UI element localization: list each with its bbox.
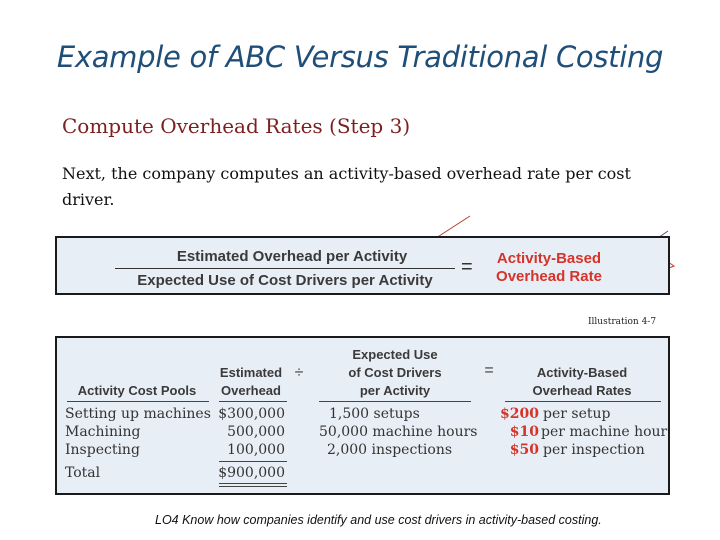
header-estimated-underline	[219, 401, 287, 402]
header-overhead-rates	[507, 364, 657, 400]
header-estimated-line2: Overhead	[221, 383, 281, 398]
formula-fraction-line	[115, 268, 455, 269]
row-drivers: 1,500 setups	[329, 406, 420, 422]
header-rates-underline	[505, 401, 661, 402]
header-expected-line3: per Activity	[359, 383, 431, 398]
section-subtitle: Compute Overhead Rates (Step 3)	[62, 114, 411, 138]
row-overhead: $300,000	[218, 406, 285, 422]
row-pool: Setting up machines	[65, 406, 211, 422]
footer-learning-objective: LO4 Know how companies identify and use cost drivers in activity-based costing.	[155, 513, 602, 527]
total-double-rule-2	[219, 486, 287, 487]
intro-paragraph: Next, the company computes an activity-based overhead rate per cost driver.	[62, 164, 631, 209]
header-pools: Activity Cost Pools	[77, 383, 197, 398]
header-estimated-line1: Estimated	[219, 365, 283, 380]
row-unit: per inspection	[543, 442, 645, 458]
row-pool: Inspecting	[65, 442, 140, 458]
total-value: $900,000	[218, 465, 285, 481]
formula-result	[489, 250, 609, 286]
row-unit: per machine hour	[541, 424, 668, 440]
formula-result-line1: Activity-Based	[496, 250, 602, 267]
formula-result-line2: Overhead Rate	[496, 268, 602, 285]
row-overhead: 500,000	[227, 424, 285, 440]
formula-denominator: Expected Use of Cost Drivers per Activity	[137, 272, 433, 289]
header-estimated	[215, 364, 287, 400]
illustration-label: Illustration 4-7	[588, 317, 657, 327]
header-pools-underline	[67, 401, 209, 402]
total-top-rule	[219, 461, 287, 462]
header-expected-use	[315, 346, 475, 400]
header-expected-underline	[319, 401, 471, 402]
header-equals: =	[484, 362, 494, 379]
header-expected-line1: Expected Use	[352, 347, 438, 362]
header-rates-line2: Overhead Rates	[532, 383, 632, 398]
row-unit: per setup	[543, 406, 611, 422]
formula-numerator: Estimated Overhead per Activity	[176, 248, 408, 265]
overhead-rate-formula	[55, 236, 670, 295]
row-overhead: 100,000	[227, 442, 285, 458]
header-rates-line1: Activity-Based	[536, 365, 628, 380]
row-rate: $50	[509, 442, 539, 458]
row-pool: Machining	[65, 424, 141, 440]
slide-title: Example of ABC Versus Traditional Costing	[56, 40, 664, 74]
row-rate: $200	[500, 406, 539, 422]
row-rate: $10	[509, 424, 539, 440]
row-drivers: 2,000 inspections	[327, 442, 453, 458]
header-divide: ÷	[294, 364, 304, 381]
total-label: Total	[65, 465, 101, 481]
total-double-rule-1	[219, 483, 287, 484]
overhead-rates-table	[55, 336, 670, 495]
formula-equals: =	[461, 256, 473, 278]
header-expected-line2: of Cost Drivers	[348, 365, 442, 380]
row-drivers: 50,000 machine hours	[319, 424, 478, 440]
